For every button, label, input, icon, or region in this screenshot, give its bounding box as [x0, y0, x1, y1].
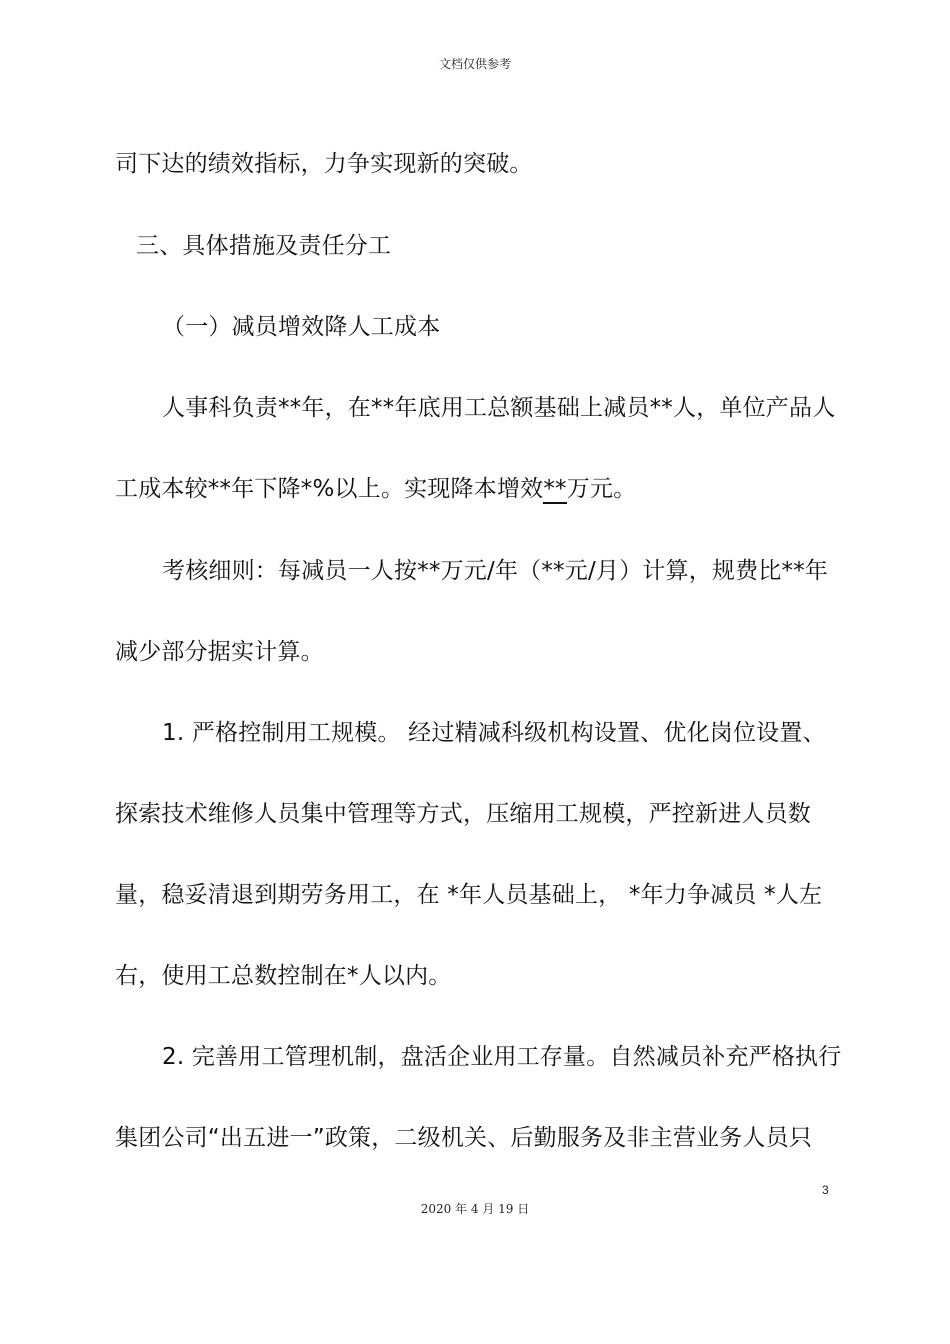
- body-line-5-post: 万元。: [566, 476, 637, 502]
- page-number: 3: [822, 1183, 829, 1197]
- body-line-13: 集团公司“出五进一”政策，二级机关、后勤服务及非主营业务人员只: [115, 1125, 813, 1151]
- item-2: 2. 完善用工管理机制，盘活企业用工存量。自然减员补充严格执行: [162, 1044, 842, 1070]
- body-line-9: 探索技术维修人员集中管理等方式，压缩用工规模，严控新进人员数: [115, 801, 811, 827]
- body-line-5-pre: 工成本较**年下降*%以上。实现降本增效: [115, 476, 544, 502]
- body-line-7: 减少部分据实计算。: [115, 639, 324, 665]
- body-line-5: [115, 473, 636, 505]
- body-line-1: 司下达的绩效指标，力争实现新的突破。: [115, 151, 533, 177]
- section-heading: 三、具体措施及责任分工: [136, 233, 392, 259]
- assessment-rule: 考核细则：每减员一人按**万元/年（**元/月）计算，规费比**年: [162, 558, 829, 584]
- body-line-11: 右，使用工总数控制在*人以内。: [115, 963, 452, 989]
- body-line-10: 量，稳妥清退到期劳务用工，在 *年人员基础上， *年力争减员 *人左: [115, 882, 823, 908]
- body-line-5-underlined: **: [543, 476, 567, 502]
- footer-date: 2020 年 4 月 19 日: [420, 1202, 530, 1216]
- subsection-heading: （一）减员增效降人工成本: [162, 314, 441, 340]
- item-1: 1. 严格控制用工规模。 经过精减科级机构设置、优化岗位设置、: [162, 720, 826, 746]
- header-watermark: 文档仅供参考: [438, 57, 511, 71]
- body-line-4: 人事科负责**年，在**年底用工总额基础上减员**人，单位产品人: [162, 395, 836, 421]
